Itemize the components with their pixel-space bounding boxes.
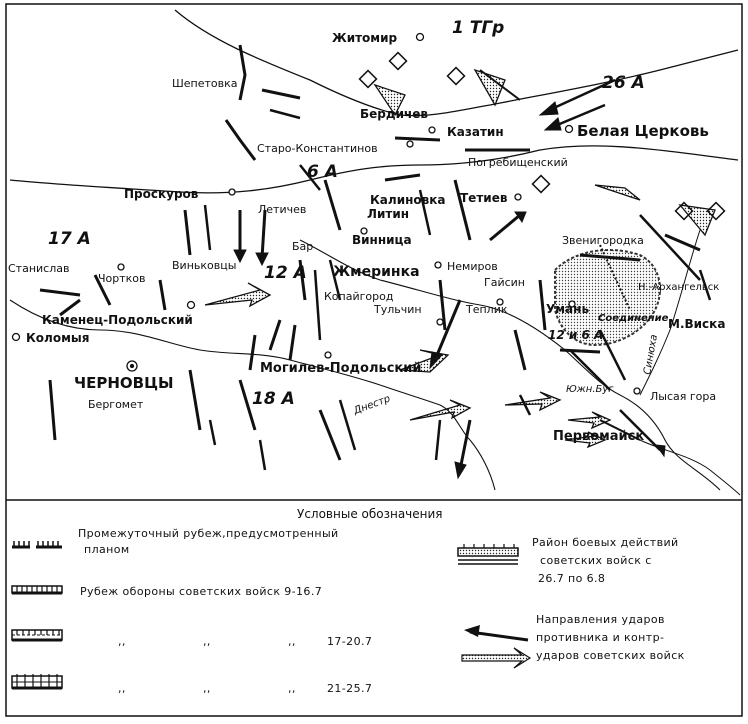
city-litin: Литин (367, 207, 410, 221)
legend-item-1-line1: Промежуточный рубеж,предусмотренный (78, 527, 339, 540)
legend-item-3-ditto3: ,, (288, 635, 296, 648)
city-zhitomir: Житомир (332, 31, 398, 45)
city-pogrebishchensky: Погребищенский (468, 156, 568, 169)
legend-item-defense-9-16 (12, 585, 322, 598)
city-lysaya-gora: Лысая гора (650, 390, 717, 403)
city-proskurov: Проскуров (124, 187, 199, 201)
army-labels (48, 18, 645, 409)
legend-item-5-line1: Район боевых действий (532, 536, 679, 549)
legend-title: Условные обозначения (297, 507, 443, 521)
army-12a: 12 А (264, 263, 307, 283)
city-kamenets-podolsky: Каменец-Подольский (42, 313, 193, 327)
city-mogilev-podolsky: Могилев-Подольский (260, 361, 422, 376)
city-chernovtsy: ЧЕРНОВЦЫ (74, 374, 174, 392)
river-label-sinyukha: Синюха (642, 333, 660, 376)
map-area (6, 4, 742, 716)
city-m-viska: М.Виска (668, 317, 726, 331)
city-bar: Бар (292, 240, 314, 253)
river-label-dnestr: Днестр (352, 393, 392, 417)
army-12-6a: 12 и 6 А (548, 328, 604, 342)
legend-item-4-dates: 21-25.7 (327, 682, 373, 695)
city-tulchin: Тульчин (374, 303, 422, 316)
city-gaysin: Гайсин (484, 276, 525, 289)
city-shepetovka: Шепетовка (172, 77, 238, 90)
legend-item-3-ditto2: ,, (203, 635, 211, 648)
city-zhmerinka: Жмеринка (333, 264, 420, 280)
army-26a: 26 А (602, 73, 645, 93)
legend-item-intermediate (12, 527, 339, 556)
city-bergomet: Бергомет (88, 398, 144, 411)
army-6a: 6 А (307, 162, 338, 182)
city-chortkov: Чортков (98, 272, 146, 285)
legend-item-4-ditto3: ,, (288, 682, 296, 695)
city-kopaygorod: Копайгород (324, 290, 394, 303)
legend-item-1-line2: планом (84, 543, 130, 556)
city-kazatin: Казатин (447, 125, 504, 139)
army-1-tgr: 1 ТГр (452, 18, 505, 38)
legend-item-6-line3: ударов советских войск (536, 649, 685, 662)
legend-item-strike-directions (462, 613, 685, 668)
city-tetiev: Тетиев (460, 191, 508, 205)
legend-item-defense-17-20 (12, 630, 372, 648)
city-pervomaysk: Первомайск (553, 429, 645, 444)
river-label-yuzh-bug: Южн.Буг (566, 384, 614, 395)
army-17a: 17 А (48, 229, 91, 249)
city-nemirov: Немиров (447, 260, 498, 273)
legend-item-3-ditto1: ,, (118, 635, 126, 648)
city-teplik: Теплик (466, 303, 508, 316)
legend-item-2: Рубеж обороны советских войск 9-16.7 (80, 585, 323, 598)
legend-item-5-line2: советских войск с (540, 554, 652, 567)
city-staro-konstantinov: Старо-Константинов (257, 142, 378, 155)
city-stanislav: Станислав (8, 262, 70, 275)
city-vinkovtsy: Виньковцы (172, 259, 237, 272)
city-kolomyya: Коломыя (26, 331, 90, 345)
label-soedinenie: Соединение (598, 313, 669, 324)
legend-item-4-ditto1: ,, (118, 682, 126, 695)
legend-item-combat-area (458, 536, 679, 585)
legend-item-6-line2: противника и контр- (536, 631, 665, 644)
legend-item-4-ditto2: ,, (203, 682, 211, 695)
city-uman: Умань (546, 302, 590, 316)
city-letichev: Летичев (258, 203, 307, 216)
legend-item-5-line3: 26.7 по 6.8 (538, 572, 606, 585)
legend-item-3-dates: 17-20.7 (327, 635, 373, 648)
city-belaya-tserkov: Белая Церковь (577, 122, 709, 140)
legend-item-defense-21-25 (12, 674, 372, 695)
city-vinnitsa: Винница (352, 233, 412, 247)
legend (6, 500, 742, 695)
legend-item-6-line1: Направления ударов (536, 613, 665, 626)
army-18a: 18 А (252, 389, 295, 409)
city-novo-arkhangelsk: Н.-Архангельск (638, 282, 720, 293)
city-berdichev: Бердичев (360, 107, 428, 121)
city-kalinovka: Калиновка (370, 193, 446, 207)
city-zvenigorodka: Звенигородка (562, 234, 644, 247)
river-lower (640, 440, 740, 495)
